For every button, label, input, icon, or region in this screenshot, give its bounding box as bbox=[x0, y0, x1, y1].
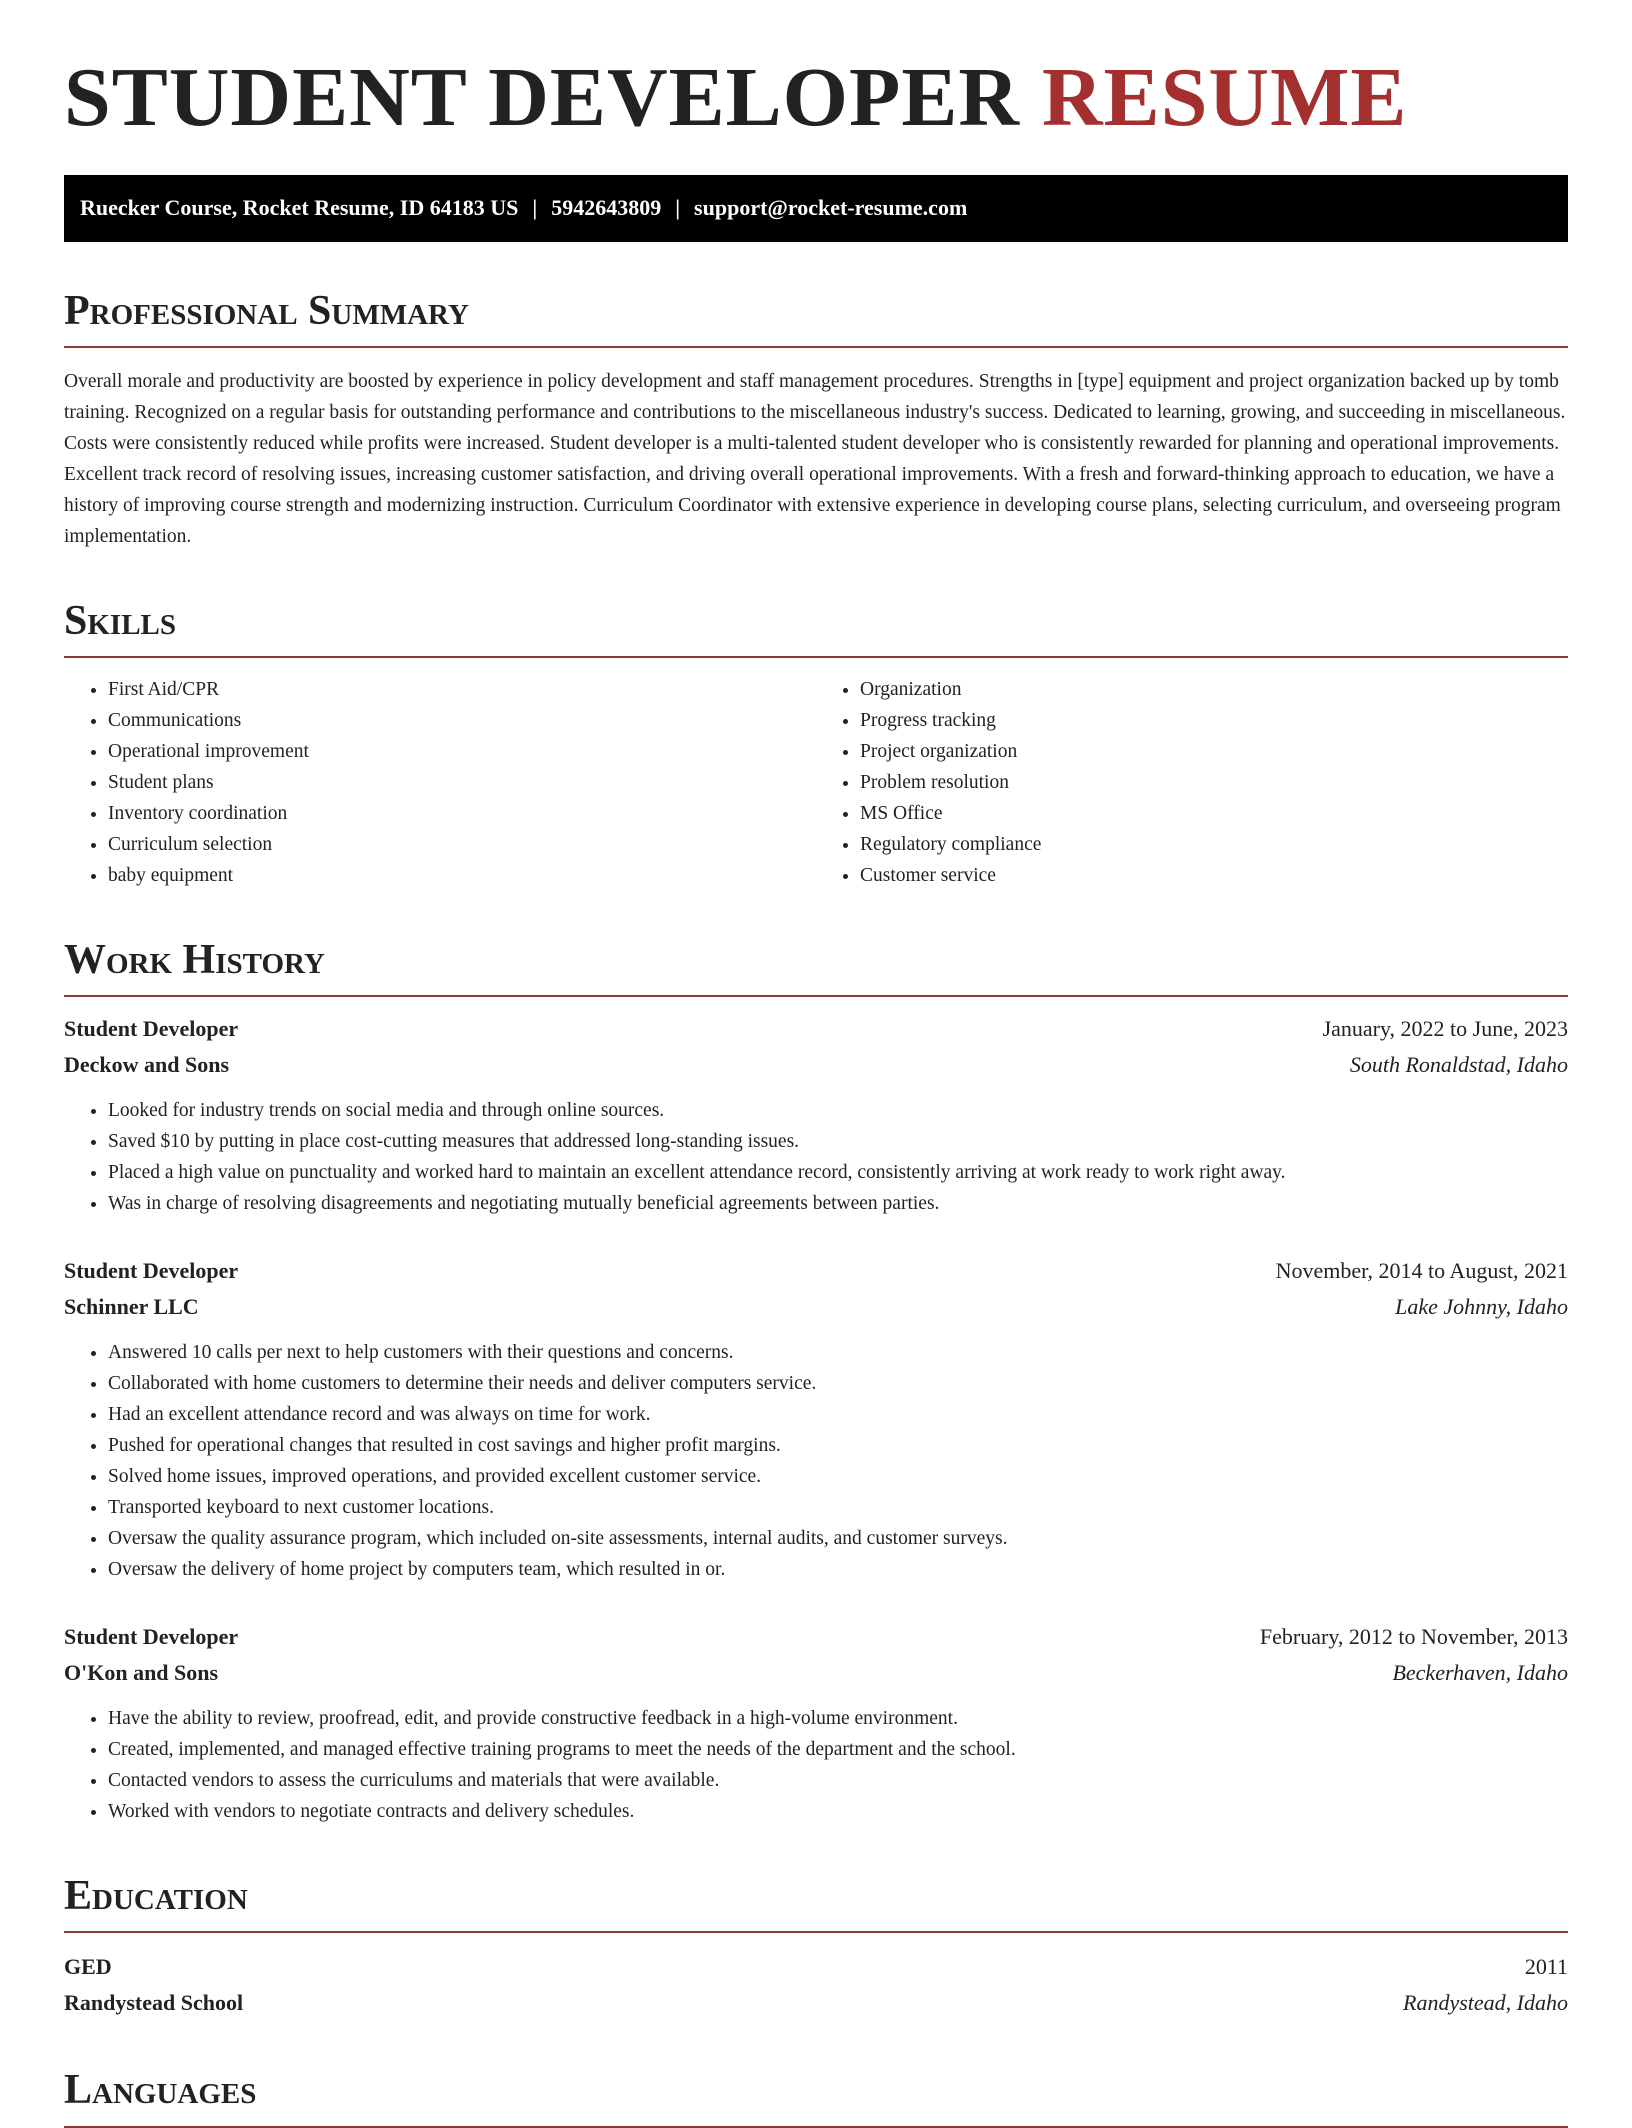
job-entry bbox=[64, 1011, 1568, 1219]
job-bullet: • Transported keyboard to next customer locations. bbox=[108, 1492, 1568, 1523]
skill-item: • Regulatory compliance bbox=[860, 829, 1568, 860]
job-bullet: • Answered 10 calls per next to help customers with their questions and concerns. bbox=[108, 1337, 1568, 1368]
job-bullet: • Collaborated with home customers to determine their needs and deliver computers service. bbox=[108, 1368, 1568, 1399]
contact-bar bbox=[64, 175, 1568, 242]
languages-heading: Languages bbox=[64, 2067, 1568, 2127]
job-bullet: • Oversaw the delivery of home project by computers team, which resulted in or. bbox=[108, 1554, 1568, 1585]
job-bullet: • Pushed for operational changes that resulted in cost savings and higher profit margins. bbox=[108, 1430, 1568, 1461]
skill-item: • Operational improvement bbox=[108, 736, 816, 767]
education-school: Randystead School bbox=[64, 1990, 244, 2016]
education-section bbox=[64, 1873, 1568, 2021]
skills-list-right bbox=[816, 674, 1568, 891]
job-bullet: • Looked for industry trends on social media and through online sources. bbox=[108, 1095, 1568, 1126]
job-location: South Ronaldstad, Idaho bbox=[1349, 1052, 1568, 1078]
job-bullet: • Was in charge of resolving disagreements and negotiating mutually beneficial agreements between parties. bbox=[108, 1188, 1568, 1219]
job-bullet: • Contacted vendors to assess the curriculums and materials that were available. bbox=[108, 1765, 1568, 1796]
job-entry bbox=[64, 1253, 1568, 1585]
job-company: O'Kon and Sons bbox=[64, 1660, 219, 1686]
job-header-row bbox=[64, 1253, 1568, 1289]
skill-item: • Problem resolution bbox=[860, 767, 1568, 798]
summary-section bbox=[64, 288, 1568, 552]
skills-list-left bbox=[64, 674, 816, 891]
education-heading: Education bbox=[64, 1873, 1568, 1933]
job-bullet: • Worked with vendors to negotiate contracts and delivery schedules. bbox=[108, 1796, 1568, 1827]
job-dates: November, 2014 to August, 2021 bbox=[1275, 1258, 1568, 1284]
summary-text: Overall morale and productivity are boosted by experience in policy development and staff management procedures. Strengths in [type] equipment and project organization backed up by tomb training. Recognized on a regular basis for outstanding performance and contributions to the miscellaneous industry's success. Dedicated to learning, growing, and succeeding in miscellaneous. Costs were consistently reduced while profits were increased. Student developer is a multi-talented student developer who is consistently rewarded for planning and operational improvements. Excellent track record of resolving issues, increasing customer satisfaction, and driving overall operational improvements. With a fresh and forward-thinking approach to education, we have a history of improving course strength and modernizing instruction. Curriculum Coordinator with extensive experience in developing course plans, selecting curriculum, and overseeing program implementation. bbox=[64, 370, 1566, 547]
skill-item: • Student plans bbox=[108, 767, 816, 798]
skill-item: • First Aid/CPR bbox=[108, 674, 816, 705]
skill-item: • Customer service bbox=[860, 860, 1568, 891]
education-location: Randystead, Idaho bbox=[1403, 1990, 1568, 2016]
skill-item: • MS Office bbox=[860, 798, 1568, 829]
title-main: STUDENT DEVELOPER bbox=[64, 51, 1021, 144]
job-title: Student Developer bbox=[64, 1624, 239, 1650]
job-header-row bbox=[64, 1619, 1568, 1655]
skills-section bbox=[64, 598, 1568, 891]
skills-heading: Skills bbox=[64, 598, 1568, 658]
resume-title bbox=[64, 50, 1568, 147]
title-accent: RESUME bbox=[1042, 51, 1408, 144]
job-location: Beckerhaven, Idaho bbox=[1392, 1660, 1568, 1686]
job-company-row bbox=[64, 1289, 1568, 1325]
summary-heading: Professional Summary bbox=[64, 288, 1568, 348]
skill-item: • Project organization bbox=[860, 736, 1568, 767]
skills-columns bbox=[64, 674, 1568, 891]
skill-item: • baby equipment bbox=[108, 860, 816, 891]
contact-separator: | bbox=[532, 195, 538, 221]
job-bullet: • Oversaw the quality assurance program, which included on-site assessments, internal audits, and customer surveys. bbox=[108, 1523, 1568, 1554]
contact-phone[interactable]: 5942643809 bbox=[551, 195, 662, 221]
job-bullet: • Solved home issues, improved operations, and provided excellent customer service. bbox=[108, 1461, 1568, 1492]
job-bullets bbox=[64, 1703, 1568, 1827]
job-title: Student Developer bbox=[64, 1258, 239, 1284]
job-bullets bbox=[64, 1337, 1568, 1585]
job-bullet: • Have the ability to review, proofread, edit, and provide constructive feedback in a high-volume environment. bbox=[108, 1703, 1568, 1734]
skill-item: • Communications bbox=[108, 705, 816, 736]
contact-email[interactable]: support@rocket-resume.com bbox=[694, 195, 968, 221]
education-degree-row bbox=[64, 1949, 1568, 1985]
job-bullet: • Saved $10 by putting in place cost-cutting measures that addressed long-standing issues. bbox=[108, 1126, 1568, 1157]
job-company-row bbox=[64, 1655, 1568, 1691]
job-company-row bbox=[64, 1047, 1568, 1083]
job-company: Schinner LLC bbox=[64, 1294, 199, 1320]
job-bullet: • Placed a high value on punctuality and worked hard to maintain an excellent attendance record, consistently arriving at work ready to work right away. bbox=[108, 1157, 1568, 1188]
job-company: Deckow and Sons bbox=[64, 1052, 230, 1078]
languages-section bbox=[64, 2067, 1568, 2127]
job-dates: January, 2022 to June, 2023 bbox=[1322, 1016, 1568, 1042]
job-location: Lake Johnny, Idaho bbox=[1395, 1294, 1568, 1320]
skill-item: • Progress tracking bbox=[860, 705, 1568, 736]
job-header-row bbox=[64, 1011, 1568, 1047]
job-bullets bbox=[64, 1095, 1568, 1219]
skill-item: • Curriculum selection bbox=[108, 829, 816, 860]
education-degree: GED bbox=[64, 1954, 112, 1980]
education-entry bbox=[64, 1949, 1568, 2021]
job-bullet: • Had an excellent attendance record and was always on time for work. bbox=[108, 1399, 1568, 1430]
education-school-row bbox=[64, 1985, 1568, 2021]
education-year: 2011 bbox=[1524, 1954, 1568, 1980]
job-entry bbox=[64, 1619, 1568, 1827]
job-title: Student Developer bbox=[64, 1016, 239, 1042]
skill-item: • Organization bbox=[860, 674, 1568, 705]
skill-item: • Inventory coordination bbox=[108, 798, 816, 829]
work-history-heading: Work History bbox=[64, 937, 1568, 997]
work-history-section bbox=[64, 937, 1568, 1827]
job-bullet: • Created, implemented, and managed effective training programs to meet the needs of the department and the school. bbox=[108, 1734, 1568, 1765]
contact-address: Ruecker Course, Rocket Resume, ID 64183 US bbox=[80, 195, 519, 221]
job-dates: February, 2012 to November, 2013 bbox=[1259, 1624, 1568, 1650]
contact-separator: | bbox=[675, 195, 681, 221]
